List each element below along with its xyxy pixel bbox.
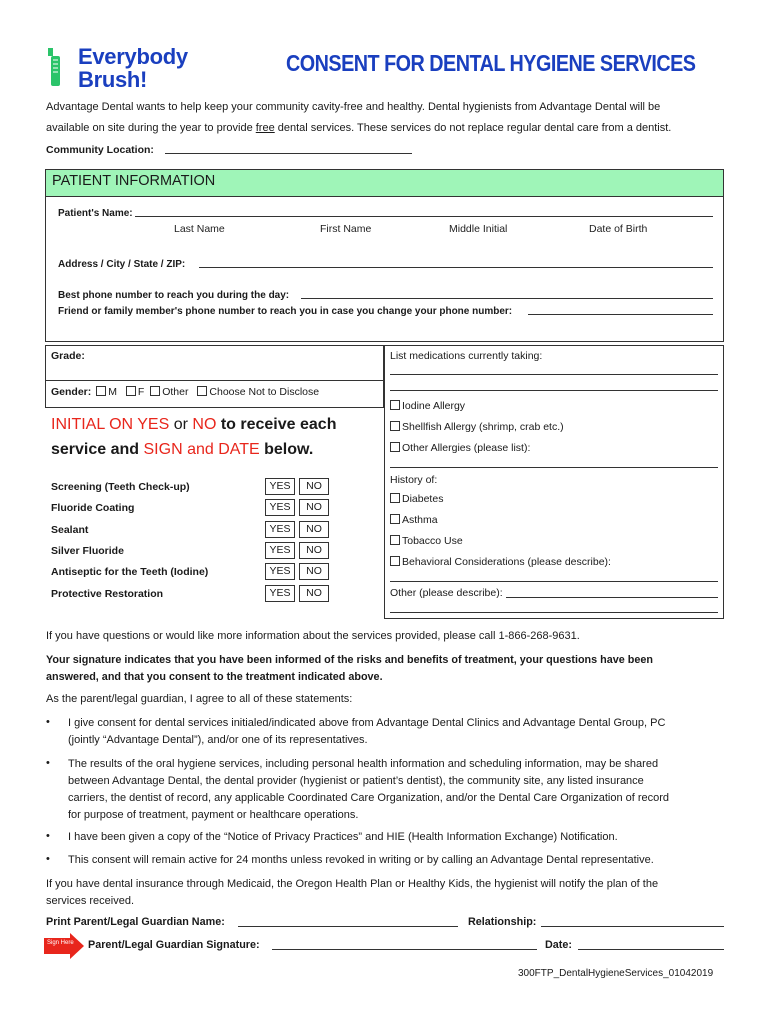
signature-field[interactable]	[272, 949, 537, 950]
page-title: CONSENT FOR DENTAL HYGIENE SERVICES	[286, 50, 696, 76]
asthma-checkbox[interactable]	[390, 514, 400, 524]
date-label: Date:	[545, 939, 572, 951]
service-label: Screening (Teeth Check-up)	[51, 481, 190, 493]
no-box[interactable]: NO	[299, 521, 329, 538]
signature-statement-1: Your signature indicates that you have been informed of the risks and benefits of treatment, your questions have been	[46, 654, 653, 666]
service-label: Protective Restoration	[51, 588, 164, 600]
community-location-label: Community Location:	[46, 144, 154, 156]
yes-box[interactable]: YES	[265, 478, 295, 495]
no-box[interactable]: NO	[299, 563, 329, 580]
bullet-dot: •	[46, 716, 50, 728]
friend-phone-label: Friend or family member's phone number to reach you in case you change your phone number:	[58, 306, 513, 317]
dob-sublabel: Date of Birth	[589, 223, 648, 235]
service-label: Antiseptic for the Teeth (Iodine)	[51, 566, 209, 578]
phone-label: Best phone number to reach you during the day:	[58, 290, 290, 301]
grade-label: Grade:	[51, 350, 85, 362]
first-name-sublabel: First Name	[320, 223, 372, 235]
patient-name-label: Patient's Name:	[58, 208, 133, 219]
footer-code: 300FTP_DentalHygieneServices_01042019	[518, 968, 714, 979]
bullet-item: I give consent for dental services initialed/indicated above from Advantage Dental Clinics and Advantage Dental Group, PC (jointly “Advantage Dental”), and/or one of its representatives.	[68, 717, 666, 746]
gender-m-checkbox[interactable]	[96, 386, 106, 396]
yes-box[interactable]: YES	[265, 563, 295, 580]
service-label: Sealant	[51, 524, 89, 536]
friend-phone-field[interactable]	[528, 314, 713, 315]
behavioral-checkbox[interactable]	[390, 556, 400, 566]
instruction-text: INITIAL ON YES or NO to receive each service and SIGN and DATE below.	[51, 416, 337, 458]
medications-label: List medications currently taking:	[390, 350, 543, 362]
relationship-label: Relationship:	[468, 916, 537, 928]
toothbrush-icon	[44, 46, 72, 90]
gender-nodisclose-checkbox[interactable]	[197, 386, 207, 396]
behavioral-line[interactable]	[390, 581, 718, 582]
other-history-line[interactable]	[390, 612, 718, 613]
yes-box[interactable]: YES	[265, 499, 295, 516]
other-allergies-item: Other Allergies (please list):	[390, 442, 530, 454]
medications-line-2[interactable]	[390, 390, 718, 391]
address-label: Address / City / State / ZIP:	[58, 259, 186, 270]
shellfish-allergy-checkbox[interactable]	[390, 421, 400, 431]
intro-line2: available on site during the year to provide free dental services. These services do not replace regular dental care from a dentist.	[46, 122, 672, 134]
medicaid-text: If you have dental insurance through Medicaid, the Oregon Health Plan or Healthy Kids, the hygienist will notify the plan of the services received.	[46, 878, 659, 907]
gender-row: Gender: M F Other Choose Not to Disclose	[51, 386, 320, 398]
yes-box[interactable]: YES	[265, 585, 295, 602]
other-history-field[interactable]	[506, 597, 718, 598]
date-field[interactable]	[578, 949, 724, 950]
questions-text: If you have questions or would like more information about the services provided, please call 1-866-268-9631.	[46, 630, 580, 642]
grade-divider	[45, 380, 384, 381]
iodine-allergy-item: Iodine Allergy	[390, 400, 465, 412]
guardian-agree-text: As the parent/legal guardian, I agree to all of these statements:	[46, 693, 353, 705]
phone-field[interactable]	[301, 298, 713, 299]
bullet-item: I have been given a copy of the “Notice of Privacy Practices” and HIE (Health Information Exchange) Notification.	[68, 831, 618, 843]
history-label: History of:	[390, 474, 438, 486]
patient-name-field[interactable]	[135, 216, 713, 217]
patient-info-header	[46, 170, 723, 197]
diabetes-checkbox[interactable]	[390, 493, 400, 503]
service-label: Fluoride Coating	[51, 502, 135, 514]
yes-box[interactable]: YES	[265, 542, 295, 559]
logo-line1: Everybody	[78, 44, 188, 69]
bullet-dot: •	[46, 830, 50, 842]
relationship-field[interactable]	[541, 926, 724, 927]
address-field[interactable]	[199, 267, 713, 268]
middle-initial-sublabel: Middle Initial	[449, 223, 508, 235]
bullet-item: This consent will remain active for 24 months unless revoked in writing or by calling an Advantage Dental representative.	[68, 854, 654, 866]
shellfish-allergy-item: Shellfish Allergy (shrimp, crab etc.)	[390, 421, 564, 433]
asthma-item: Asthma	[390, 514, 438, 526]
bullet-dot: •	[46, 757, 50, 769]
tobacco-item: Tobacco Use	[390, 535, 463, 547]
sign-here-label: Sign Here	[47, 940, 74, 946]
intro-line1: Advantage Dental wants to help keep your community cavity-free and healthy. Dental hygienists from Advantage Dental will be	[46, 101, 661, 113]
behavioral-item: Behavioral Considerations (please describe):	[390, 556, 611, 568]
logo-line2: Brush!	[78, 67, 148, 92]
sign-here-arrow	[44, 933, 84, 962]
patient-info-title: PATIENT INFORMATION	[52, 173, 216, 189]
iodine-allergy-checkbox[interactable]	[390, 400, 400, 410]
bullet-dot: •	[46, 853, 50, 865]
bullet-item: The results of the oral hygiene services, including personal health information and scheduling information, may be shared between Advantage Dental, the dental provider (hygienist or patient’s dentist), the community site, any listed insurance carriers, the dentist of record, any applicable Coordinated Care Organization, and/or the Dental Care Organization of record for purpose of treatment, payment or healthcare operations.	[68, 758, 670, 821]
yes-box[interactable]: YES	[265, 521, 295, 538]
no-box[interactable]: NO	[299, 499, 329, 516]
diabetes-item: Diabetes	[390, 493, 443, 505]
arrow-icon	[44, 933, 84, 959]
other-history-label: Other (please describe):	[390, 587, 503, 599]
signature-statement-2: answered, and that you consent to the treatment indicated above.	[46, 671, 383, 683]
grade-gender-box	[45, 345, 384, 408]
community-location-field[interactable]	[165, 153, 412, 154]
service-label: Silver Fluoride	[51, 545, 124, 557]
logo	[44, 44, 214, 94]
gender-label: Gender:	[51, 386, 92, 398]
other-allergies-line[interactable]	[390, 467, 718, 468]
signature-label: Parent/Legal Guardian Signature:	[88, 939, 260, 951]
medications-line-1[interactable]	[390, 374, 718, 375]
print-name-label: Print Parent/Legal Guardian Name:	[46, 916, 225, 928]
gender-f-checkbox[interactable]	[126, 386, 136, 396]
no-box[interactable]: NO	[299, 542, 329, 559]
no-box[interactable]: NO	[299, 478, 329, 495]
other-allergies-checkbox[interactable]	[390, 442, 400, 452]
last-name-sublabel: Last Name	[174, 223, 225, 235]
print-name-field[interactable]	[238, 926, 458, 927]
no-box[interactable]: NO	[299, 585, 329, 602]
tobacco-checkbox[interactable]	[390, 535, 400, 545]
gender-other-checkbox[interactable]	[150, 386, 160, 396]
